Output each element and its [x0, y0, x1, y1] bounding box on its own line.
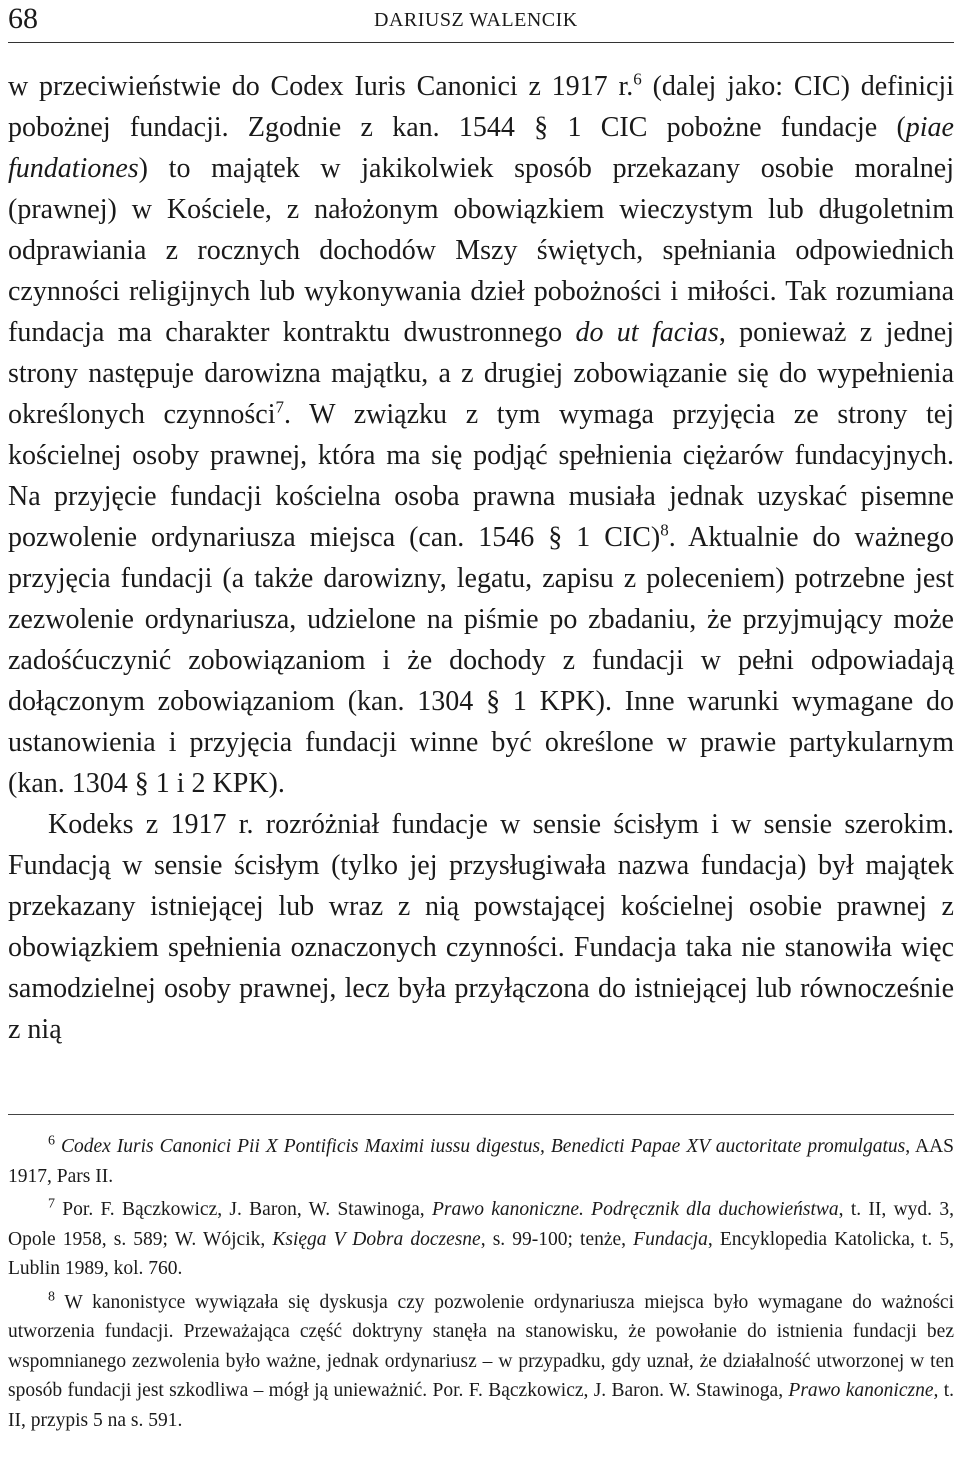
- text-run: , ponieważ z jednej strony następuje darowizna majątku, a z drugiej zobowiązanie się do wypełnienia określonych czynności: [8, 317, 955, 430]
- footnote-8: [8, 1288, 954, 1436]
- paragraph-2: Kodeks z 1917 r. rozróżniał fundacje w sensie ścisłym i w sensie szerokim. Fundacją w sensie ścisłym (tylko jej przysługiwała nazwa fundacja) był majątek przekazany istniejącej lub wraz z nią powstającej kościelnej osobie prawnej z obowiązkiem spełnienia oznaczonych czynności. Fundacja taka nie stanowiła więc samodzielnej osoby prawnej, lecz była przyłączona do istniejącej lub równocześnie z nią: [8, 809, 954, 1045]
- text-run: , Encyklopedia Katolicka, t. 5, Lublin 1989, kol. 760.: [8, 1228, 954, 1279]
- text-run: Por. F. Bączkowicz, J. Baron, W. Stawinoga,: [55, 1199, 432, 1220]
- text-run: . W związku z tym wymaga przyjęcia ze strony tej kościelnej osoby prawnej, która ma się podjąć spełnienia ciężarów fundacyjnych. Na przyjęcie fundacji kościelna osoba prawna musiała jednak uzyskać pisemne pozwolenie ordynariusza miejsca (can. 1546 § 1 CIC): [8, 399, 954, 553]
- text-run: , s. 99-100; tenże,: [480, 1228, 634, 1250]
- italic-title: Codex Iuris Canonici Pii X Pontificis Maximi iussu digestus, Benedicti Papae XV auctoritate promulgatus: [61, 1136, 906, 1157]
- text-run: (dalej jako: CIC) definicji pobożnej fundacji. Zgodnie z kan. 1544 § 1 CIC pobożne fundacje (: [8, 71, 954, 143]
- footnote-6: [8, 1132, 954, 1191]
- text-run: t. II, przypis 5 na s. 591.: [8, 1380, 954, 1431]
- footnote-ref-8[interactable]: 8: [660, 520, 669, 540]
- text-run: W kanonistyce wywiązała się dyskusja czy pozwolenie ordynariusza miejsca było wymagane do ważności utworzenia fundacji. Przeważająca część doktryny stanęła na stanowisku, że powołanie do istnienia fundacji bez wspomnianego zezwolenia było ważne, jednak ordynariusz – w przypadku, gdy uznał, że działalność utworzonej w ten sposób fundacji jest szkodliwa – mógł ją unieważnić. Por. F. Bączkowicz, J. Baron. W. Stawinoga,: [8, 1291, 954, 1401]
- text-run: , AAS 1917, Pars II.: [8, 1136, 954, 1187]
- italic-title: Prawo kanoniczne,: [788, 1380, 939, 1401]
- footnote-rule: [8, 1114, 954, 1115]
- footnote-ref-6[interactable]: 6: [633, 69, 642, 89]
- footnotes: [8, 1132, 954, 1439]
- text-run: w przeciwieństwie do Codex Iuris Canonici z 1917 r.: [8, 71, 634, 102]
- text-run: ) to majątek w jakikolwiek sposób przekazany osobie moralnej (prawnej) w Kościele, z nałożonym obowiązkiem wieczystym lub długoletnim odprawiania z rocznych dochodów Mszy świętych, spełniania odpowiednich czynności religijnych lub wykonywania dzieł pobożności i miłości. Tak rozumiana fundacja ma charakter kontraktu dwustronnego: [8, 153, 954, 348]
- italic-term: piae fundationes: [8, 112, 954, 184]
- paragraph-1: [8, 66, 954, 804]
- italic-term: do ut facias: [575, 317, 719, 348]
- text-run: . Aktualnie do ważnego przyjęcia fundacji (a także darowizny, legatu, zapisu z poleceniem) potrzebne jest zezwolenie ordynariusza, udzielone na piśmie po zbadaniu, że przyjmujący może zadośćuczynić zobowiązaniom i że dochody z fundacji w pełni odpowiadają dołączonym zobowiązaniom (kan. 1304 § 1 KPK). Inne warunki wymagane do ustanowienia i przyjęcia fundacji winne być określone w prawie partykularnym (kan. 1304 § 1 i 2 KPK).: [8, 522, 955, 799]
- italic-title: Księga V Dobra doczesne: [272, 1228, 481, 1250]
- italic-title: Fundacja: [633, 1228, 708, 1250]
- main-text: [8, 66, 954, 1050]
- running-head: DARIUSZ WALENCIK: [374, 9, 578, 31]
- footnote-number: 8: [48, 1289, 55, 1304]
- header-rule: [8, 42, 954, 43]
- footnote-number: 7: [48, 1196, 55, 1212]
- page-number: 68: [8, 2, 38, 35]
- text-run: , t. II, wyd. 3, Opole 1958, s. 589; W. Wójcik,: [8, 1199, 954, 1250]
- page-header: [8, 0, 954, 40]
- footnote-number: 6: [48, 1133, 55, 1149]
- footnote-7: [8, 1195, 954, 1284]
- footnote-ref-7[interactable]: 7: [275, 397, 284, 417]
- italic-title: Prawo kanoniczne. Podręcznik dla duchowieństwa: [431, 1199, 839, 1220]
